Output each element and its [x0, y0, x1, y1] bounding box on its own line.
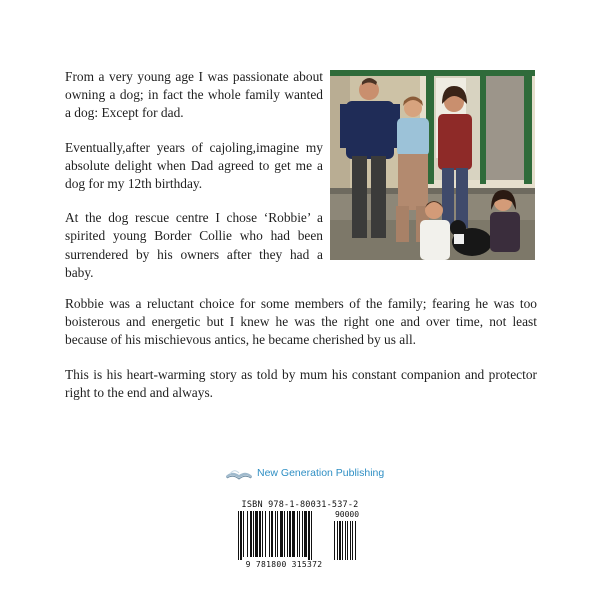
barcode-bar	[243, 511, 244, 557]
body-paragraph-2: This is his heart-warming story as told by mum his constant companion and protector right to the end and always.	[65, 366, 537, 400]
addon-bar	[337, 521, 338, 560]
addon-bar	[339, 521, 341, 560]
family-photo	[330, 70, 535, 260]
addon-bar	[350, 521, 351, 560]
barcode-bar	[253, 511, 254, 557]
addon-bar	[352, 521, 353, 560]
open-book-icon	[224, 464, 254, 482]
barcode-digits: 9 781800 315372	[245, 560, 323, 569]
intro-paragraph-1: From a very young age I was passionate about owning a dog; in fact the whole family wanted a dog: Except for dad.	[65, 69, 323, 121]
barcode-bar	[238, 511, 239, 560]
barcode-bar	[269, 511, 270, 557]
barcode-bar	[265, 511, 266, 557]
barcode-addon: 90000	[334, 510, 360, 519]
isbn-label: ISBN 978-1-80031-537-2	[241, 500, 359, 510]
addon-bar	[355, 521, 356, 560]
body-paragraph-1: Robbie was a reluctant choice for some members of the family; fearing he was too boisterous and energetic but I knew he was the right one and over time, not least because of his mischievous antics, he became cherished by us all.	[65, 296, 537, 348]
barcode-bar	[287, 511, 288, 557]
barcode-bar	[240, 511, 242, 560]
barcode-bar	[275, 511, 276, 557]
barcode-bar	[304, 511, 307, 557]
intro-paragraph-3: At the dog rescue centre I chose ‘Robbie’ a spirited young Border Collie who had been surrendered by his owners after they had a baby.	[65, 210, 323, 280]
barcode-bar	[297, 511, 298, 557]
barcode-bar	[280, 511, 283, 557]
barcode-bar	[271, 511, 273, 557]
family-photo-illustration	[330, 70, 535, 260]
isbn-barcode	[237, 500, 363, 573]
barcode-bar	[277, 511, 278, 557]
blurb-intro	[65, 68, 323, 298]
barcode-bar	[259, 511, 261, 557]
barcode-bar	[299, 511, 300, 557]
blurb-body	[65, 295, 537, 418]
addon-bar	[345, 521, 346, 560]
publisher-block	[224, 463, 384, 483]
barcode-bar	[311, 511, 312, 560]
publisher-name: New Generation Publishing	[257, 467, 385, 479]
barcode-bar	[284, 511, 285, 557]
intro-paragraph-2: Eventually,after years of cajoling,imagine my absolute delight when Dad agreed to get me a dog for my 12th birthday.	[65, 139, 323, 192]
barcode-bar	[255, 511, 258, 557]
barcode-bar	[302, 511, 303, 557]
barcode-bar	[292, 511, 295, 557]
barcode-bar	[308, 511, 310, 560]
barcode-bar	[289, 511, 291, 557]
barcode-bar	[247, 511, 248, 557]
addon-bar	[334, 521, 335, 560]
barcode-bar	[262, 511, 263, 557]
barcode-bar	[250, 511, 252, 557]
addon-bar	[342, 521, 343, 560]
addon-bar	[347, 521, 348, 560]
